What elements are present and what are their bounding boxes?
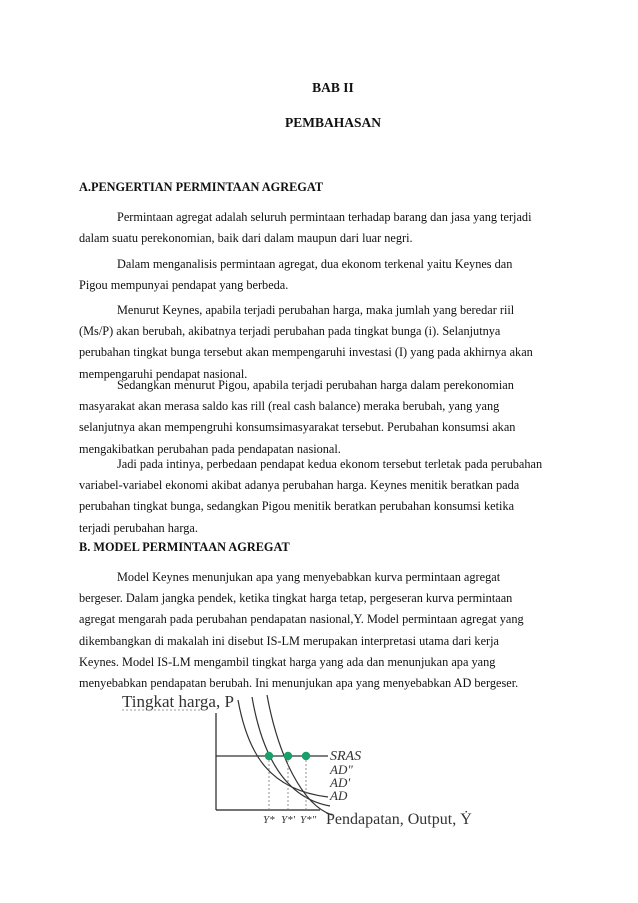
text-line: dikembangkan di makalah ini disebut IS-LM merupakan interpretasi utama dari kerja bbox=[79, 633, 500, 648]
ad-prime-label: AD' bbox=[330, 775, 351, 790]
ad-double-prime-label: AD" bbox=[330, 762, 353, 777]
chapter-subtitle: PEMBAHASAN bbox=[284, 115, 381, 130]
text-line: variabel-variabel ekonomi akibat adanya perubahan harga. Keynes menitik beratkan pada bbox=[79, 478, 520, 493]
text-line: bergeser. Dalam jangka pendek, ketika tingkat harga tetap, pergeseran kurva permintaan bbox=[79, 591, 513, 606]
ad-curve bbox=[267, 695, 332, 815]
text-line: menyebabkan pendapatan berubah. Ini menunjukan apa yang menyebabkan AD bergeser. bbox=[79, 676, 519, 691]
text-line: selanjutnya akan mempengruhi konsumsimasyarakat tersebut. Perubahan konsumsi akan bbox=[79, 420, 516, 435]
equilibrium-point bbox=[302, 752, 310, 760]
text-line: mempengaruhi pendapat nasional. bbox=[79, 366, 248, 381]
text-line: mengakibatkan perubahan pada pendapatan nasional. bbox=[79, 441, 341, 456]
ad-prime-curve bbox=[252, 697, 330, 806]
text-line: terjadi perubahan harga. bbox=[79, 520, 198, 535]
section-a-paragraph-1 bbox=[79, 207, 569, 249]
text-line: agregat mengarah pada perubahan pendapatan nasional,Y. Model permintaan agregat yang bbox=[79, 612, 524, 627]
text-line: perubahan tingkat bunga, sedangkan Pigou menitik beratkan perubahan konsumsi ketika bbox=[79, 499, 515, 514]
section-a-paragraph-2 bbox=[79, 254, 569, 296]
section-b-paragraph-1 bbox=[79, 567, 569, 694]
equilibrium-point bbox=[265, 752, 273, 760]
text-line: Dalam menganalisis permintaan agregat, dua ekonom terkenal yaitu Keynes dan bbox=[117, 257, 513, 271]
ad-double-prime-curve bbox=[238, 700, 328, 797]
tick-label-y-star-double-prime: Y*" bbox=[300, 814, 317, 826]
ad-label: AD bbox=[330, 788, 348, 803]
tick-label-y-star: Y* bbox=[263, 814, 275, 826]
text-line: Sedangkan menurut Pigou, apabila terjadi perubahan harga dalam perekonomian bbox=[117, 378, 514, 392]
text-line: perubahan tingkat bunga tersebut akan mempengaruhi investasi (I) yang pada akhirnya akan bbox=[79, 345, 533, 360]
section-a-paragraph-3 bbox=[79, 300, 569, 385]
text-line: masyarakat akan merasa saldo kas rill (real cash balance) meraka berubah, yang yang bbox=[79, 399, 500, 414]
sras-label: SRAS bbox=[330, 749, 362, 764]
tick-label-y-star-prime: Y*' bbox=[281, 814, 295, 826]
ad-sras-diagram bbox=[120, 685, 510, 865]
text-line: Permintaan agregat adalah seluruh permintaan terhadap barang dan jasa yang terjadi bbox=[117, 210, 532, 224]
section-a-heading: A.PENGERTIAN PERMINTAAN AGREGAT bbox=[79, 180, 324, 194]
text-line: Model Keynes menunjukan apa yang menyebabkan kurva permintaan agregat bbox=[117, 570, 501, 584]
text-line: Keynes. Model IS-LM mengambil tingkat harga yang ada dan menunjukan apa yang bbox=[79, 654, 496, 669]
section-b-heading: B. MODEL PERMINTAAN AGREGAT bbox=[79, 540, 290, 554]
text-line: (Ms/P) akan berubah, akibatnya terjadi perubahan pada tingkat bunga (i). Selanjutnya bbox=[79, 324, 501, 339]
equilibrium-point bbox=[284, 752, 292, 760]
text-line: dalam suatu perekonomian, baik dari dalam maupun dari luar negri. bbox=[79, 231, 413, 246]
chapter-title: BAB II bbox=[312, 80, 354, 95]
text-line: Menurut Keynes, apabila terjadi perubahan harga, maka jumlah yang beredar riil bbox=[117, 303, 515, 317]
x-axis-label: Pendapatan, Output, Ẏ bbox=[326, 811, 472, 828]
section-a-paragraph-4 bbox=[79, 375, 569, 460]
aggregate-demand-figure bbox=[120, 685, 510, 865]
section-a-paragraph-5 bbox=[79, 454, 569, 539]
y-axis-label: Tingkat harga, P bbox=[122, 692, 234, 711]
text-line: Jadi pada intinya, perbedaan pendapat kedua ekonom tersebut terletak pada perubahan bbox=[117, 457, 543, 471]
text-line: Pigou mempunyai pendapat yang berbeda. bbox=[79, 278, 289, 293]
